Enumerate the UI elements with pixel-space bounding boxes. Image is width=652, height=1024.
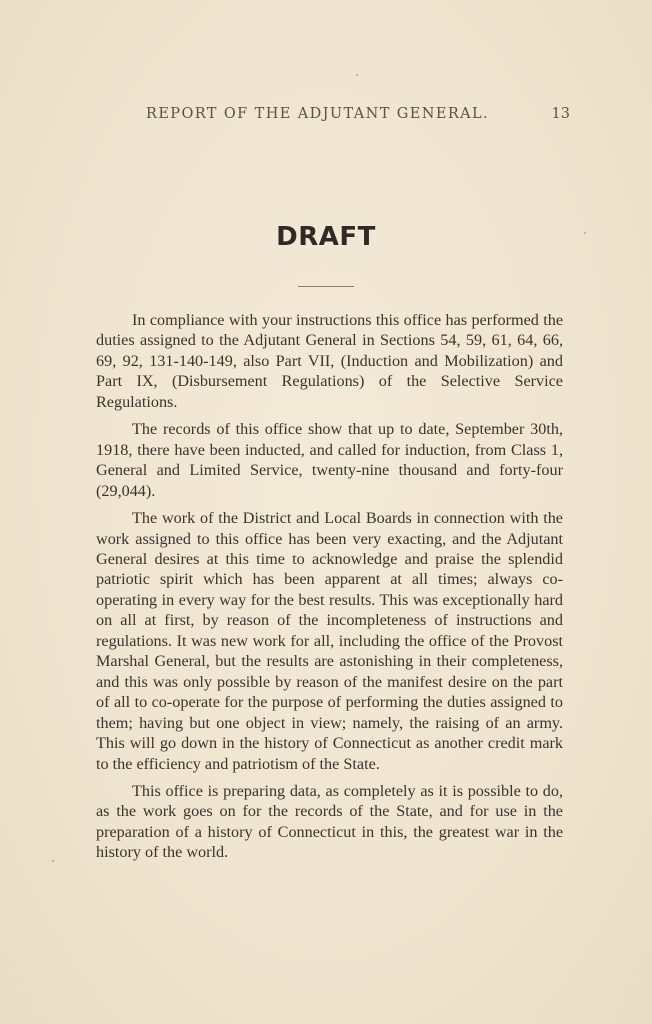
body-text [96,310,563,870]
running-header [146,106,570,122]
running-title: REPORT OF THE ADJUTANT GENERAL. [146,106,490,122]
section-title: DRAFT [276,222,376,252]
paper-speck [356,74,358,76]
paragraph-1: In compliance with your instructions this office has performed the duties assigned to the Adjutant General in Sections 54, 59, 61, 64, 66, 69, 92, 131-140-149, also Part VII, (Induction and Mobilization) and Part IX, (Disbursement Regulations) of the Selective Service Regulations. [96,311,563,411]
title-divider [298,286,354,287]
page-number: 13 [551,106,570,122]
paragraph-4: This office is preparing data, as completely as it is possible to do, as the work goes on for the records of the State, and for use in the preparation of a history of Connecticut in this, the greatest war in the history of the world. [96,781,563,862]
paper-speck [584,232,586,234]
paragraph-2: The records of this office show that up to date, September 30th, 1918, there have been inducted, and called for induction, from Class 1, General and Limited Service, twenty-nine thousand and forty-four (29,044). [96,420,563,500]
paragraph-3: The work of the District and Local Boards in connection with the work assigned to this office has been very exacting, and the Adjutant General desires at this time to acknowledge and praise the splendid patriotic spirit which has been apparent at all times; always co-operating in every way for the best results. This was exceptionally hard on all at first, by reason of the incompleteness of instructions and regulations. It was new work for all, including the office of the Provost Marshal General, but the results are astonishing in their completeness, and this was only possible by reason of the manifest desire on the part of all to co-operate for the purpose of performing the duties assigned to them; having but one object in view; namely, the raising of an army. This will go down in the history of Connecticut as another credit mark to the efficiency and patriotism of the State. [96,509,563,773]
paper-speck [52,860,54,862]
